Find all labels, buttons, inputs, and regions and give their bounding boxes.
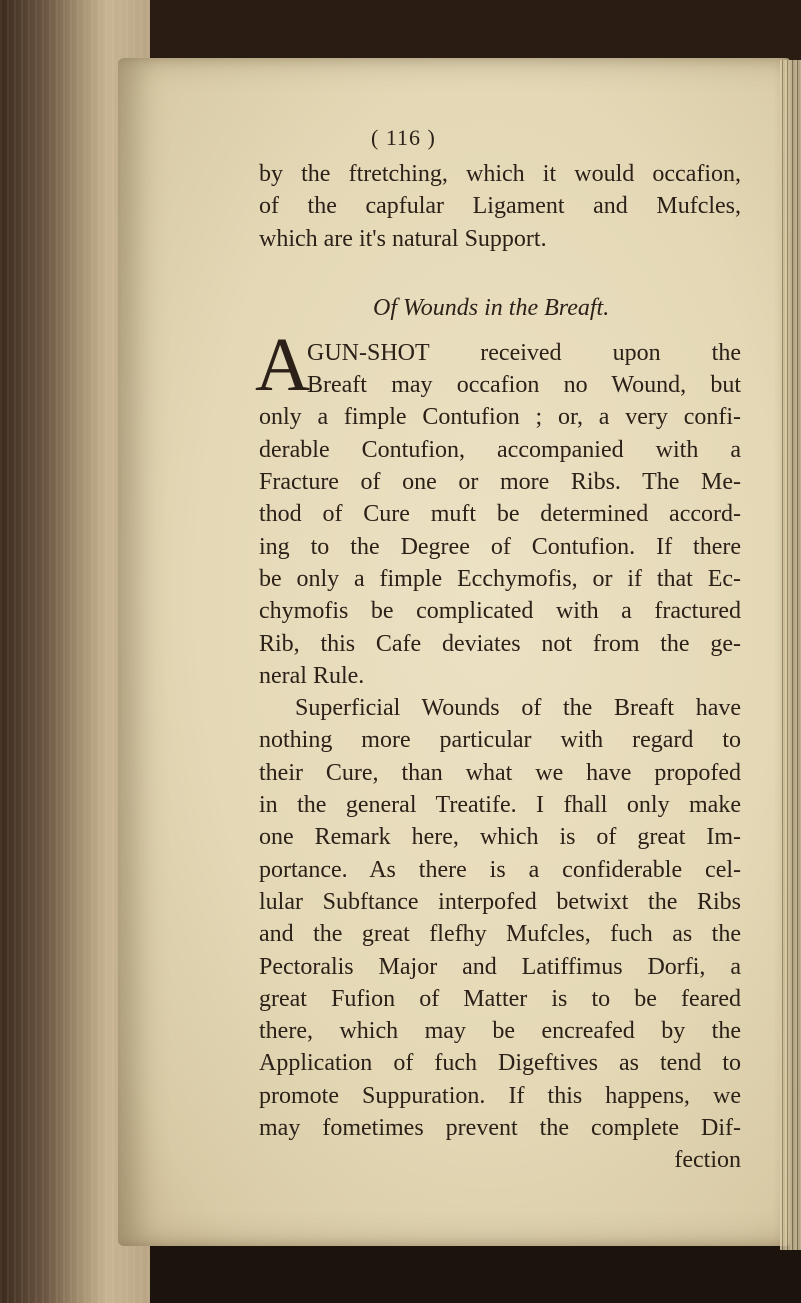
- text-line: Application of fuch Digeftives as tend to: [259, 1050, 741, 1077]
- text-line: thod of Cure muft be determined accord-: [259, 501, 741, 528]
- text-line: there, which may be encreafed by the: [259, 1018, 741, 1045]
- drop-cap: A: [255, 322, 310, 407]
- text-line: in the general Treatife. I fhall only make: [259, 792, 741, 819]
- page-number-header: ( 116 ): [371, 125, 436, 150]
- text-line: GUN-SHOT received upon the: [307, 339, 741, 366]
- text-line: Pectoralis Major and Latiffimus Dorfi, a: [259, 953, 741, 980]
- section-heading: Of Wounds in the Breaft.: [373, 294, 610, 321]
- text-line: lular Subftance interpofed betwixt the Ribs: [259, 888, 741, 915]
- text-line: may fometimes prevent the complete Dif-: [259, 1115, 741, 1142]
- text-line: only a fimple Contufion ; or, a very confi-: [259, 404, 741, 431]
- text-line: ing to the Degree of Contufion. If there: [259, 533, 741, 560]
- text-line: their Cure, than what we have propofed: [259, 759, 741, 786]
- text-line: Fracture of one or more Ribs. The Me-: [259, 469, 741, 496]
- text-line: Rib, this Cafe deviates not from the ge-: [259, 630, 741, 657]
- text-line: of the capfular Ligament and Mufcles,: [259, 193, 741, 220]
- text-line: be only a fimple Ecchymofis, or if that Ec-: [259, 565, 741, 592]
- text-line: nothing more particular with regard to: [259, 727, 741, 754]
- text-line: portance. As there is a confiderable cel-: [259, 856, 741, 883]
- paragraph-1: [255, 322, 741, 692]
- text-line: derable Contufion, accompanied with a: [259, 436, 741, 463]
- text-line: by the ftretching, which it would occafion,: [259, 161, 741, 187]
- page-text: [255, 118, 741, 1177]
- text-line: promote Suppuration. If this happens, we: [259, 1082, 741, 1109]
- paragraph-2: [259, 692, 741, 1176]
- text-line: great Fufion of Matter is to be feared: [259, 985, 741, 1012]
- text-line: and the great flefhy Mufcles, fuch as the: [259, 921, 741, 948]
- text-line: Superficial Wounds of the Breaft have: [295, 695, 741, 722]
- catchword: fection: [674, 1147, 741, 1174]
- text-line: which are it's natural Support.: [259, 225, 547, 252]
- page-fore-edge: [780, 60, 801, 1250]
- text-line: neral Rule.: [259, 662, 365, 689]
- text-line: Breaft may occafion no Wound, but: [307, 372, 741, 399]
- text-line: chymofis be complicated with a fractured: [259, 598, 741, 625]
- text-line: one Remark here, which is of great Im-: [259, 824, 741, 851]
